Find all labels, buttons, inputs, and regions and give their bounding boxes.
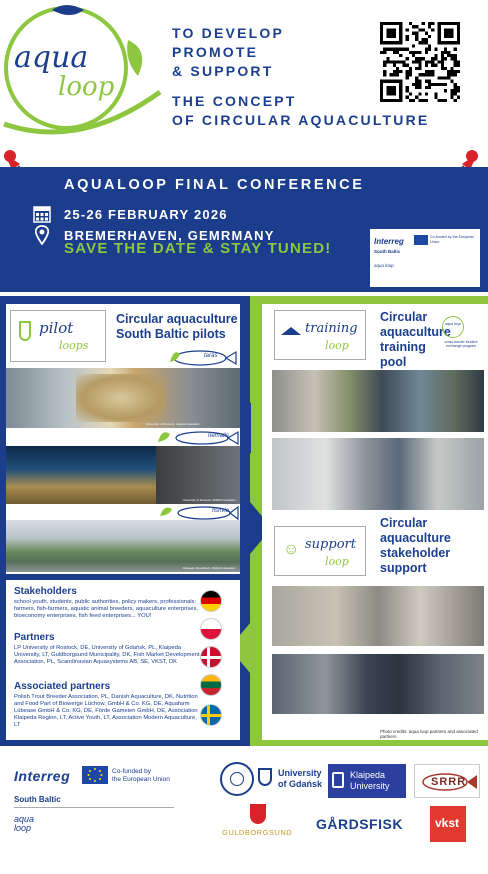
logo-text-aqua: aqua xyxy=(14,40,89,75)
university-rostock-seal xyxy=(220,762,254,796)
concept-line-1: THE CONCEPT xyxy=(172,93,297,109)
stakeholders-heading: Stakeholders xyxy=(14,586,77,597)
footer-aqua: aqua loop xyxy=(14,814,35,833)
support-photo-1 xyxy=(272,586,484,646)
fish-tag-taras: taras xyxy=(166,344,238,368)
fish-tag-nematis: nematis xyxy=(156,428,240,448)
conference-date: 25-26 FEBRUARY 2026 xyxy=(64,206,228,222)
funder-aqua: aqua loop xyxy=(374,263,394,268)
conference-banner xyxy=(0,167,488,292)
support-photo-2 xyxy=(272,654,484,714)
pilot-logo-top: pilot xyxy=(39,319,74,337)
associated-text: Polish Trout Breeder Association, PL, Danish Aquaculture, DK, Nutrition and Food Part of Biowerge Lüchow, GmbH & Co. KG, DE, Aquafarm Lübease GmbH & Co. KG, DE, Förde Gameien GmbH, DE, Association Klaipeda Region, LT, Active Youth, LT, Association Modern Aquaculture, LT xyxy=(14,694,198,728)
photo-credits: Photo credits: aqua.loop partners and associated partners xyxy=(380,729,478,739)
training-support-card xyxy=(262,304,488,740)
stakeholders-text: school youth, students, public authorities, policy makers, professionals: farmers, fish-farmers, aquatic animal breeders, aquaculture enterprises, bioeconomy enterprises, fish feed enterprises... YOU! xyxy=(14,599,198,619)
eu-flag-icon xyxy=(82,766,108,784)
pilot-loops-logo xyxy=(10,310,106,362)
srrr-logo: SRRR xyxy=(414,764,480,798)
vkst-logo: vkst xyxy=(430,806,466,842)
tagline-line-3: & SUPPORT xyxy=(172,63,274,79)
flask-icon xyxy=(19,321,31,341)
exchange-badge: aqua loop cross-border student exchange program xyxy=(438,316,484,360)
qr-code[interactable] xyxy=(380,22,460,102)
tagline-line-1: TO DEVELOP xyxy=(172,25,284,41)
associated-heading: Associated partners xyxy=(14,681,111,692)
footer-cofund: Co-funded by the European Union xyxy=(112,768,170,783)
support-title: Circular aquaculture stakeholder support xyxy=(380,516,451,575)
flag-poland-icon xyxy=(200,618,222,640)
university-gdansk-logo: University of Gdańsk xyxy=(258,766,322,790)
aqualoop-logo xyxy=(0,0,170,150)
logo-text-loop: loop xyxy=(58,72,115,102)
location-pin-icon xyxy=(32,225,52,245)
flag-lithuania-icon xyxy=(200,674,222,696)
pilot-photo-1: University of Rostock, Gdańsk Aquafarm xyxy=(6,368,240,428)
pilot-logo-bottom: loops xyxy=(59,339,89,352)
pilot-photo-3: Ostseele Strandkorb, FRAnitz Aquafarm xyxy=(6,520,240,572)
funder-region: South Baltic xyxy=(374,249,401,254)
gardsfisk-logo: GÅRDSFISK xyxy=(316,816,403,832)
pilot-card xyxy=(6,304,240,574)
ug-shield-icon xyxy=(258,768,272,786)
conference-place: BREMERHAVEN, GEMRMANY xyxy=(64,227,275,243)
conference-title: AQUALOOP FINAL CONFERENCE xyxy=(64,177,365,193)
funder-cofund: Co-funded by the European Union xyxy=(430,235,475,244)
footer-interreg: Interreg xyxy=(14,768,71,784)
footer-divider xyxy=(14,807,174,808)
fish-tag-fishvia: fishvia xyxy=(158,504,240,522)
flag-sweden-icon xyxy=(200,704,222,726)
support-loop-logo xyxy=(274,526,366,576)
guldborgsund-logo: GULDBORGSUND xyxy=(222,804,298,840)
training-logo-bottom: loop xyxy=(325,339,349,352)
pilot-title: Circular aquaculture South Baltic pilots xyxy=(116,312,238,341)
funder-interreg: Interreg xyxy=(374,237,404,246)
people-icon: ☺ xyxy=(283,541,300,558)
calendar-icon xyxy=(32,204,52,224)
pilot-photo-2: University of Rostock, MIROS Aquafarm xyxy=(6,446,240,504)
eu-flag-icon xyxy=(414,235,428,245)
support-logo-top: support xyxy=(305,537,356,552)
footer-region: South Baltic xyxy=(14,795,61,804)
guldborgsund-crest-icon xyxy=(250,804,266,824)
training-logo-top: training xyxy=(305,321,358,336)
partners-text: LP University of Rostock, DE, University of Gdańsk, PL, Klaipeda University, LT, Guldborgsund Municipality, DK, Fish Market Development Association, PL, Scandinavian Aquasystems AB, SE, VKST, DK xyxy=(14,645,200,665)
funder-badge xyxy=(370,229,480,287)
flag-denmark-icon xyxy=(200,646,222,668)
tagline-line-2: PROMOTE xyxy=(172,44,259,60)
klaipeda-icon xyxy=(332,772,344,788)
flag-germany-icon xyxy=(200,590,222,612)
graduation-cap-icon xyxy=(281,327,301,335)
save-the-date: SAVE THE DATE & STAY TUNED! xyxy=(64,240,332,257)
conference-date-row xyxy=(32,204,228,224)
klaipeda-university-logo: Klaipeda University xyxy=(328,764,406,798)
support-logo-bottom: loop xyxy=(325,555,349,568)
partners-heading: Partners xyxy=(14,632,55,643)
training-photo-1 xyxy=(272,370,484,432)
training-photo-2 xyxy=(272,438,484,510)
training-loop-logo xyxy=(274,310,366,360)
training-title: Circular aquaculture training pool xyxy=(380,310,451,369)
concept-line-2: OF CIRCULAR AQUACULTURE xyxy=(172,112,430,128)
